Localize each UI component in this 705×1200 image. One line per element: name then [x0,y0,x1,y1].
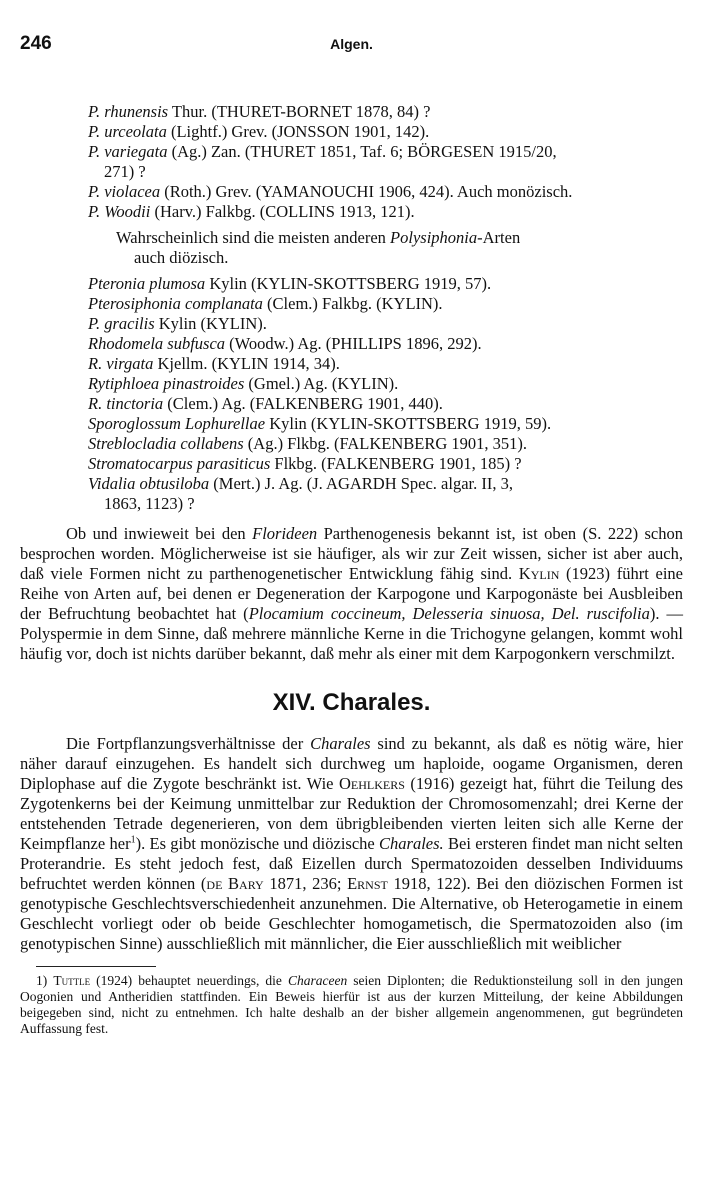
species-citation: Kylin (KYLIN-SKOTTSBERG 1919, 59). [265,414,552,433]
text-run: 1871, 236; [263,874,348,893]
species-name: P. urceolata [88,122,167,141]
species-name: Rytiphloea pinastroides [88,374,245,393]
note-text: Wahrscheinlich sind die meisten anderen [116,228,391,247]
species-citation: (Woodw.) Ag. (PHILLIPS 1896, 292). [225,334,482,353]
author-name: Tuttle [53,973,91,988]
species-citation-continuation: 271) ? [104,162,146,181]
text-run: Parthenogenesis bekannt ist, ist oben (S. 222) schon besprochen worden. Möglicherweise ist sie häufiger, als wir zur Zeit wissen, sicher ist aber auch, daß viele Formen nicht zu parthenogenetischer Entwicklung fähig sind. [20,524,683,583]
species-citation: (Harv.) Falkbg. (COLLINS 1913, 121). [150,202,415,221]
text-run: Die Fortpflanzungsverhältnisse der [66,734,311,753]
species-citation: Thur. (THURET-BORNET 1878, 84) ? [168,102,431,121]
species-name: P. violacea [88,182,161,201]
species-name: Pteronia plumosa [88,274,206,293]
species-entry [88,374,683,394]
species-entry [88,314,683,334]
author-name: de Bary [206,874,264,893]
species-citation: (Roth.) Grev. (YAMANOUCHI 1906, 424). Auch monözisch. [160,182,573,201]
species-name: P. gracilis [88,314,155,333]
species-citation: Kylin (KYLIN). [154,314,267,333]
species-entry [88,454,683,474]
species-entry [88,102,683,122]
footnote-divider [36,966,156,967]
note-continuation: auch diözisch. [134,248,229,267]
text-run-italic: Florideen [252,524,318,543]
species-list-polysiphonia [88,102,683,222]
species-entry [88,434,683,454]
species-name: R. virgata [88,354,154,373]
species-entry [88,142,683,182]
species-name: Stromatocarpus parasiticus [88,454,271,473]
note-genus: Polysiphonia [390,228,478,247]
text-run-italic: Charales. [379,834,444,853]
text-run-italic: Plocamium coccineum, Delesseria sinuosa, Del. ruscifolia [248,604,650,623]
text-run: seien Diplonten; die Reduktionsteilung soll in den jungen Oogonien und Antheridien stattfinden. Ein Beweis hierfür ist aus der kurzen Mitteilung, der keine Abbildungen beigegeben sind, nicht zu entnehmen. Ich halte deshalb an der bisher allgemein angenommenen, gut begründeten Auffassung fest. [20,973,683,1036]
text-run: Ob und inwieweit bei den [66,524,253,543]
text-run-italic: Charales [310,734,371,753]
footnote-marker: 1) [36,973,54,988]
footnote-reference: 1 [130,834,136,846]
species-citation: (Clem.) Falkbg. (KYLIN). [262,294,443,313]
species-citation: Kjellm. (KYLIN 1914, 34). [153,354,340,373]
species-list-rhodomelaceae [88,274,683,514]
text-run: (1923) führt eine Reihe von Arten auf, bei denen er Degeneration der Karpogone und Karpogonäste bei Ausbleiben der Befruchtung beobachtet hat ( [20,564,683,623]
text-run: (1916) gezeigt hat, führt die Teilung des Zygotenkerns bei der Keimung unmittelbar zur Reduktion der Chromosomenzahl; drei Kerne der entstehenden Tetrade degenerieren, von dem übrigbleibenden vierten leiten sich alle Kerne der Keimpflanze her [20,774,683,853]
author-name: Oehlkers [338,774,405,793]
species-name: R. tinctoria [88,394,164,413]
species-citation: (Ag.) Zan. (THURET 1851, Taf. 6; BÖRGESEN 1915/20, [167,142,557,161]
dioecy-note [116,228,683,268]
species-citation: (Clem.) Ag. (FALKENBERG 1901, 440). [163,394,443,413]
text-run: (1924) behauptet neuerdings, die [90,973,288,988]
species-name: P. Woodii [88,202,151,221]
author-name: Ernst [347,874,388,893]
species-citation: Flkbg. (FALKENBERG 1901, 185) ? [270,454,522,473]
footnote [20,973,683,1037]
species-entry [88,394,683,414]
species-name: Rhodomela subfusca [88,334,226,353]
species-entry [88,122,683,142]
species-citation: Kylin (KYLIN-SKOTTSBERG 1919, 57). [205,274,492,293]
note-text-end: -Arten [477,228,521,247]
page-number: 246 [20,33,52,54]
species-name: Streblocladia collabens [88,434,244,453]
text-run-italic: Characeen [288,973,348,988]
species-entry [88,474,683,514]
species-entry [88,334,683,354]
text-run: ). Es gibt monözische und diözische [135,834,380,853]
running-title: Algen. [330,36,373,52]
text-run: sind zu bekannt, als daß es nötig wäre, hier näher darauf einzugehen. Es handelt sich durchweg um haploide, oogame Organismen, deren Diplophase auf die Zygote beschränkt ist. Wie [20,734,683,793]
author-name: Kylin [518,564,560,583]
page-header [20,34,683,62]
species-name: Pterosiphonia complanata [88,294,263,313]
species-citation-continuation: 1863, 1123) ? [104,494,195,513]
paragraph-charales [20,734,683,954]
species-entry [88,414,683,434]
paragraph-parthenogenesis [20,524,683,664]
species-name: P. variegata [88,142,168,161]
text-run: Bei ersteren findet man nicht selten Proterandrie. Es steht jedoch fest, daß Eizellen durch Spermatozoiden desselben Individuums befruchtet werden können ( [20,834,683,893]
species-entry [88,354,683,374]
species-citation: (Lightf.) Grev. (JONSSON 1901, 142). [166,122,430,141]
species-entry [88,182,683,202]
section-heading: XIV. Charales. [272,689,431,716]
text-run: ). — Polyspermie in dem Sinne, daß mehrere männliche Kerne in die Trichogyne gelangen, kommt wohl häufig vor, doch ist nichts darüber bekannt, daß mehr als einer mit dem Karpogonkern verschmilzt. [20,604,683,663]
species-citation: (Mert.) J. Ag. (J. AGARDH Spec. algar. II, 3, [209,474,513,493]
species-name: Sporoglossum Lophurellae [88,414,266,433]
species-entry [88,202,683,222]
species-entry [88,274,683,294]
species-entry [88,294,683,314]
species-citation: (Gmel.) Ag. (KYLIN). [244,374,399,393]
species-name: P. rhunensis [88,102,169,121]
text-run: 1918, 122). Bei den diözischen Formen ist genotypische Geschlechtsverschiedenheit anzunehmen. Die Alternative, ob Heterogametie in einem Geschlecht vorliegt oder ob beide Geschlechter homogametisch, die Spermatozoiden also (im genotypischen Sinne) ausschließlich mit männlicher, die Eier ausschließlich mit weiblicher [20,874,683,953]
species-citation: (Ag.) Flkbg. (FALKENBERG 1901, 351). [243,434,528,453]
species-name: Vidalia obtusiloba [88,474,210,493]
